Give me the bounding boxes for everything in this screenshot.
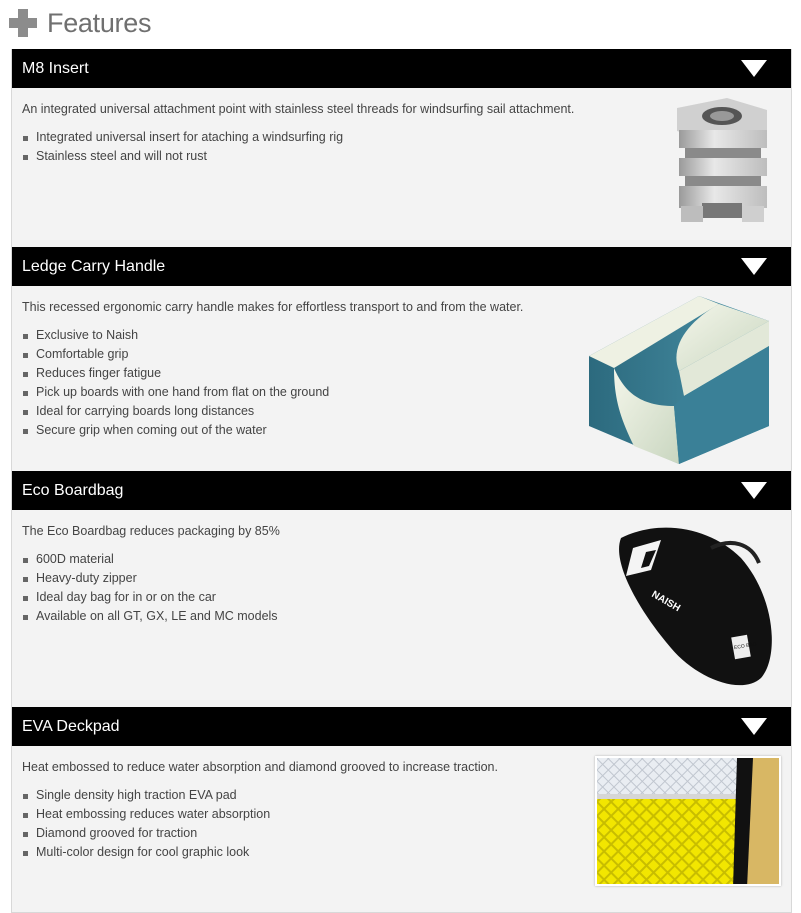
section-title: EVA Deckpad xyxy=(22,717,120,735)
collapse-toggle-icon[interactable] xyxy=(741,59,767,79)
section-title: M8 Insert xyxy=(22,59,89,77)
collapse-toggle-icon[interactable] xyxy=(741,717,767,737)
list-item: 600D material xyxy=(22,550,781,569)
plus-icon xyxy=(9,9,37,37)
section-description: The Eco Boardbag reduces packaging by 85% xyxy=(22,524,280,538)
section-description: An integrated universal attachment point with stainless steel threads for windsurfing sail attachment. xyxy=(22,102,575,116)
list-item: Pick up boards with one hand from flat on the ground xyxy=(22,383,781,402)
section-title: Ledge Carry Handle xyxy=(22,257,166,275)
section-header[interactable] xyxy=(12,247,791,286)
feature-section-eva-deckpad xyxy=(11,707,792,913)
deckpad-image xyxy=(595,756,781,886)
list-item: Secure grip when coming out of the water xyxy=(22,421,781,440)
collapse-toggle-icon[interactable] xyxy=(741,257,767,277)
section-description: Heat embossed to reduce water absorption and diamond grooved to increase traction. xyxy=(22,760,498,774)
feature-section-m8-insert xyxy=(11,49,792,247)
collapse-toggle-icon[interactable] xyxy=(741,481,767,501)
list-item: Available on all GT, GX, LE and MC models xyxy=(22,607,781,626)
list-item: Heavy-duty zipper xyxy=(22,569,781,588)
list-item: Single density high traction EVA pad xyxy=(22,786,781,805)
list-item: Multi-color design for cool graphic look xyxy=(22,843,781,862)
carry-handle-image xyxy=(579,296,779,466)
list-item: Diamond grooved for traction xyxy=(22,824,781,843)
list-item: Ideal for carrying boards long distances xyxy=(22,402,781,421)
section-title: Eco Boardbag xyxy=(22,481,124,499)
list-item: Heat embossing reduces water absorption xyxy=(22,805,781,824)
list-item: Reduces finger fatigue xyxy=(22,364,781,383)
bag-logo-text: NAISH xyxy=(649,589,682,615)
section-header[interactable] xyxy=(12,471,791,510)
features-header xyxy=(9,6,151,40)
section-description: This recessed ergonomic carry handle makes for effortless transport to and from the water. xyxy=(22,300,524,314)
page-title: Features xyxy=(47,7,152,38)
section-header[interactable] xyxy=(12,707,791,746)
bag-label-text: ECO BAG xyxy=(733,641,758,652)
list-item: Comfortable grip xyxy=(22,345,781,364)
feature-section-ledge-carry-handle xyxy=(11,247,792,471)
m8-insert-image xyxy=(667,98,777,228)
section-header[interactable] xyxy=(12,49,791,88)
list-item: Ideal day bag for in or on the car xyxy=(22,588,781,607)
list-item: Integrated universal insert for ataching a windsurfing rig xyxy=(22,128,781,147)
boardbag-image xyxy=(601,518,781,693)
list-item: Stainless steel and will not rust xyxy=(22,147,781,166)
feature-section-eco-boardbag xyxy=(11,471,792,707)
list-item: Exclusive to Naish xyxy=(22,326,781,345)
